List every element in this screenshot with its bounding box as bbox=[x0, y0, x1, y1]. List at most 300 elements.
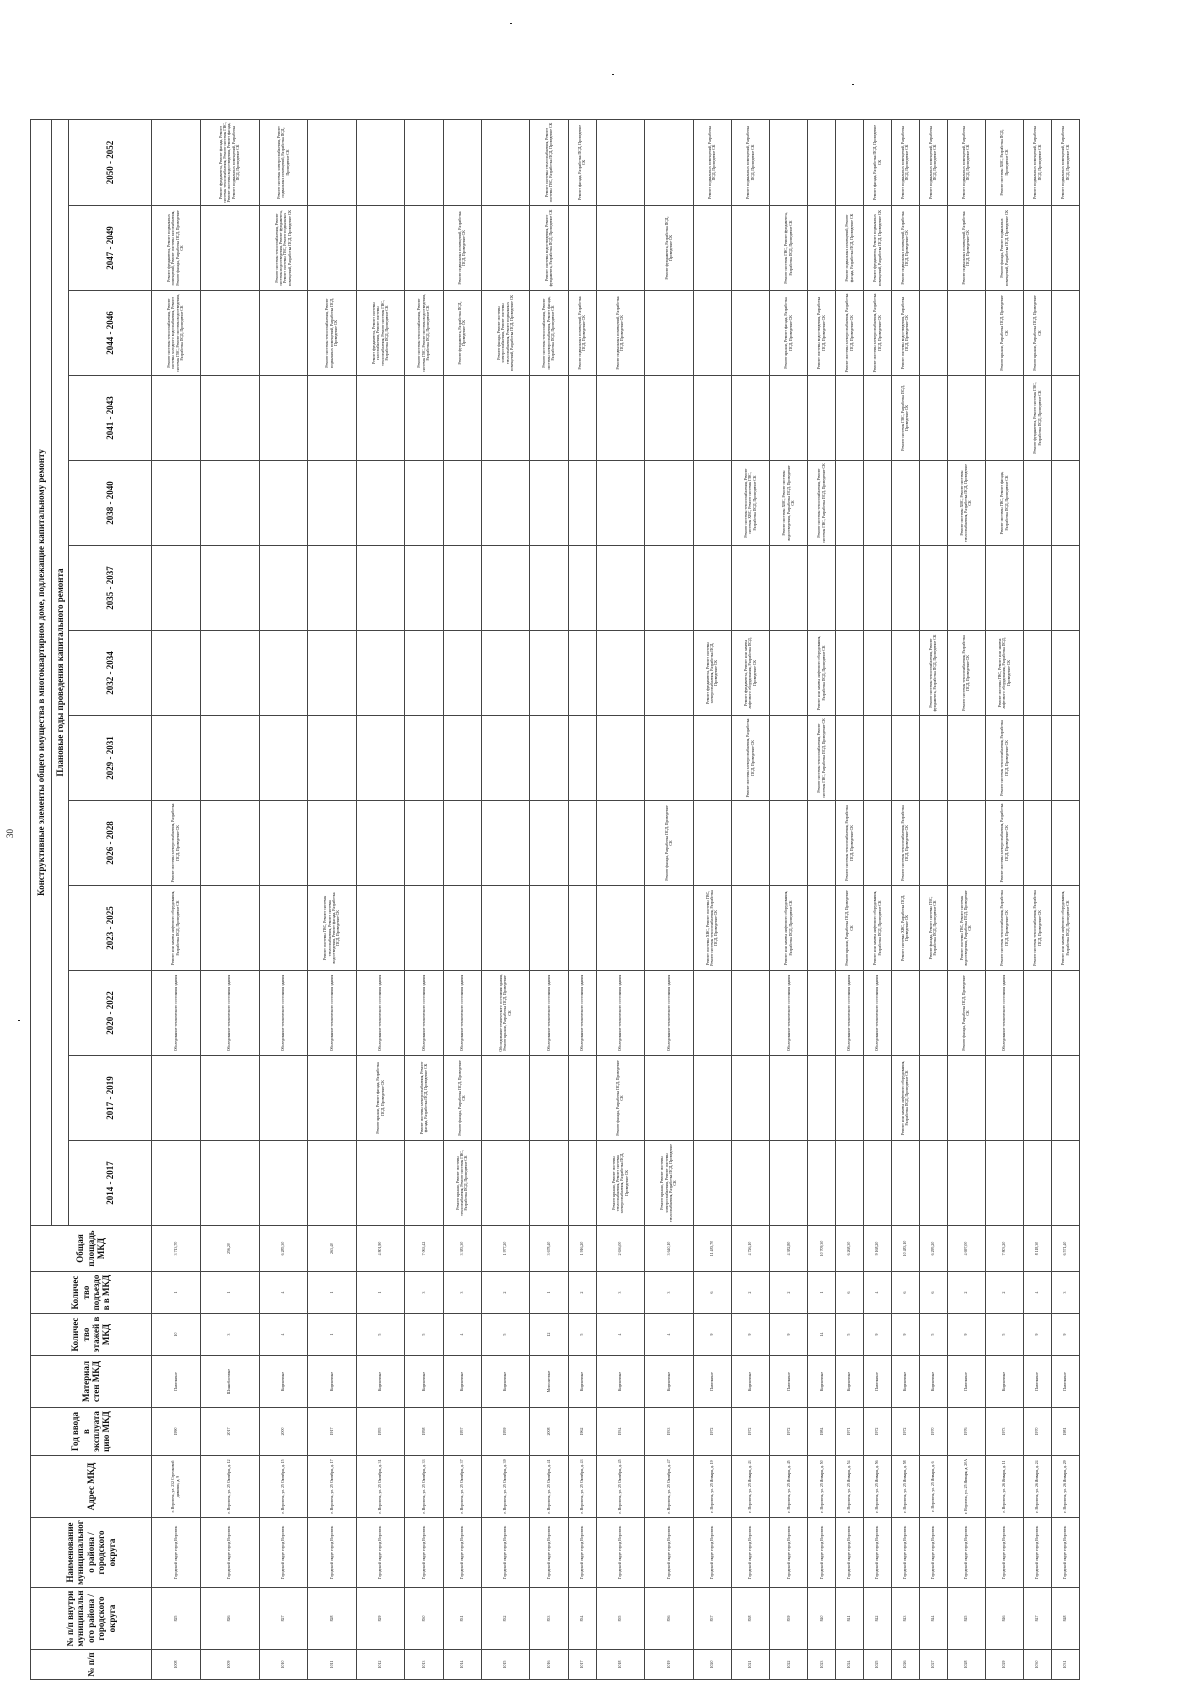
table-row bbox=[985, 120, 1023, 1680]
cell-period-work bbox=[568, 886, 596, 971]
cell-period-work bbox=[836, 631, 864, 716]
cell-period-work bbox=[259, 1141, 308, 1226]
cell-entrances: 1 bbox=[808, 1272, 836, 1314]
cell-period-work bbox=[308, 461, 357, 546]
cell-area: 3 383,30 bbox=[443, 1226, 481, 1272]
cell-address: г. Воронеж, ул. 25 Октября, д. 31 bbox=[356, 1456, 405, 1518]
cell-period-work bbox=[200, 1056, 259, 1141]
cell-mo-name: Городской округ город Воронеж bbox=[259, 1518, 308, 1588]
cell-period-work bbox=[693, 716, 731, 801]
cell-period-work bbox=[596, 376, 645, 461]
cell-address: г. Воронеж, ул. 25 Января, д. 19 bbox=[693, 1456, 731, 1518]
header-period: 2044 - 2046 bbox=[69, 291, 152, 376]
cell-year: 1972 bbox=[891, 1408, 919, 1456]
table-row bbox=[947, 120, 985, 1680]
cell-period-work bbox=[568, 631, 596, 716]
cell-period-work bbox=[200, 291, 259, 376]
cell-period-work bbox=[947, 546, 985, 631]
cell-n: 1013 bbox=[405, 1650, 443, 1680]
table-row bbox=[530, 120, 568, 1680]
cell-period-work bbox=[731, 801, 769, 886]
cell-period-work: Обследование технического состояния здания bbox=[596, 971, 645, 1056]
cell-period-work: Ремонт системы теплоснабжения, Ремонт системы ГВС, Ремонт системы водоотведения, Разработка ПСД, Проведение СК bbox=[405, 291, 443, 376]
table-row bbox=[919, 120, 947, 1680]
cell-period-work bbox=[596, 716, 645, 801]
cell-period-work bbox=[919, 206, 947, 291]
cell-period-work bbox=[308, 631, 357, 716]
cell-material: Шлакоблочные bbox=[200, 1356, 259, 1408]
cell-n: 1009 bbox=[200, 1650, 259, 1680]
cell-period-work bbox=[308, 1141, 357, 1226]
cell-period-work bbox=[1024, 971, 1052, 1056]
table-row bbox=[808, 120, 836, 1680]
cell-material: Панельные bbox=[770, 1356, 808, 1408]
cell-material: Кирпичные bbox=[481, 1356, 530, 1408]
cell-entrances: 6 bbox=[891, 1272, 919, 1314]
cell-period-work bbox=[596, 631, 645, 716]
header-sub-title: Плановые годы проведения капитального ремонта bbox=[52, 120, 69, 1226]
cell-mo-name: Городской округ город Воронеж bbox=[645, 1518, 694, 1588]
cell-period-work: Обследование технического состояния здания bbox=[864, 971, 892, 1056]
cell-area: 3 640,10 bbox=[645, 1226, 694, 1272]
cell-period-work bbox=[200, 716, 259, 801]
cell-floors: 9 bbox=[947, 1314, 985, 1356]
cell-period-work bbox=[645, 376, 694, 461]
cell-period-work bbox=[405, 546, 443, 631]
cell-area: 6 285,30 bbox=[259, 1226, 308, 1272]
cell-year: 1957 bbox=[443, 1408, 481, 1456]
cell-period-work bbox=[405, 716, 443, 801]
cell-period-work: Ремонт системы теплоснабжения, Разработка ПСД, Проведение СК bbox=[891, 801, 919, 886]
cell-year: 2017 bbox=[200, 1408, 259, 1456]
cell-year: 1958 bbox=[405, 1408, 443, 1456]
cell-area: 1 977,20 bbox=[481, 1226, 530, 1272]
cell-period-work: Ремонт системы водоотведения, Ремонт фундамента, Разработка ПСД, Проведение СК bbox=[530, 206, 568, 291]
cell-period-work: Ремонт подвальных помещений, Разработка ПСД, Проведение СК bbox=[693, 120, 731, 206]
cell-period-work: Ремонт системы электроснабжения, Разработка ПСД, Проведение СК bbox=[731, 716, 769, 801]
cell-address: г. Воронеж, ул. 26 Января, д. 11 bbox=[985, 1456, 1023, 1518]
cell-period-work: Ремонт системы электроснабжения, Разработка ПСД, Проведение СК bbox=[152, 801, 201, 886]
cell-n: 1011 bbox=[308, 1650, 357, 1680]
cell-entrances: 1 bbox=[356, 1272, 405, 1314]
cell-period-work: Ремонт системы теплоснабжения, Ремонт подвальных помещений, Разработка ПСД, Проведение СК bbox=[308, 291, 357, 376]
header-period: 2038 - 2040 bbox=[69, 461, 152, 546]
cell-period-work bbox=[259, 291, 308, 376]
cell-period-work bbox=[200, 376, 259, 461]
cell-period-work: Ремонт или замена лифтового оборудования, Разработка ПСД, Проведение СК bbox=[864, 886, 892, 971]
cell-period-work bbox=[1024, 1056, 1052, 1141]
cell-address: г. Воронеж, ул. 25 Октября, д. 47 bbox=[645, 1456, 694, 1518]
cell-period-work bbox=[152, 1141, 201, 1226]
cell-period-work bbox=[568, 801, 596, 886]
cell-period-work bbox=[731, 206, 769, 291]
cell-period-work bbox=[770, 1056, 808, 1141]
cell-mo-name: Городской округ город Воронеж bbox=[919, 1518, 947, 1588]
cell-n-mo: 836 bbox=[645, 1588, 694, 1650]
scan-speck bbox=[18, 1020, 20, 1021]
cell-period-work: Обследование технического состояния здания bbox=[200, 971, 259, 1056]
cell-period-work bbox=[596, 801, 645, 886]
cell-mo-name: Городской округ город Воронеж bbox=[891, 1518, 919, 1588]
cell-period-work bbox=[770, 546, 808, 631]
cell-period-work bbox=[1024, 1141, 1052, 1226]
cell-mo-name: Городской округ город Воронеж bbox=[530, 1518, 568, 1588]
cell-period-work: Ремонт системы теплоснабжения, Ремонт фундамента, Разработка ПСД, Проведение СК bbox=[919, 631, 947, 716]
cell-year: 1976 bbox=[947, 1408, 985, 1456]
cell-period-work bbox=[308, 801, 357, 886]
cell-year: 1934 bbox=[596, 1408, 645, 1456]
cell-period-work bbox=[947, 1056, 985, 1141]
cell-n: 1008 bbox=[152, 1650, 201, 1680]
cell-period-work: Обследование технического состояния здания, Ремонт крыши, Разработка ПСД, Проведение СК bbox=[481, 971, 530, 1056]
cell-floors: 9 bbox=[731, 1314, 769, 1356]
cell-period-work: Ремонт системы теплоснабжения, Разработка ПСД, Проведение СК bbox=[947, 631, 985, 716]
cell-n: 1024 bbox=[836, 1650, 864, 1680]
cell-year: 1970 bbox=[1024, 1408, 1052, 1456]
cell-period-work bbox=[405, 1141, 443, 1226]
table-row bbox=[259, 120, 308, 1680]
cell-floors: 5 bbox=[481, 1314, 530, 1356]
cell-period-work bbox=[836, 120, 864, 206]
cell-period-work bbox=[200, 546, 259, 631]
cell-material: Панельные bbox=[152, 1356, 201, 1408]
cell-period-work bbox=[693, 1141, 731, 1226]
cell-floors: 9 bbox=[693, 1314, 731, 1356]
cell-material: Кирпичные bbox=[919, 1356, 947, 1408]
cell-period-work bbox=[356, 206, 405, 291]
cell-period-work bbox=[481, 1056, 530, 1141]
cell-period-work bbox=[947, 716, 985, 801]
cell-period-work bbox=[985, 376, 1023, 461]
header-period: 2023 - 2025 bbox=[69, 886, 152, 971]
cell-period-work bbox=[308, 206, 357, 291]
cell-address: г. Воронеж, ул. 25 Октября, д. 15 bbox=[259, 1456, 308, 1518]
cell-period-work: Ремонт системы теплоснабжения, Ремонт системы холодного водоснабжения, Ремонт системы ГВС, Ремонт системы водоотведения, Разработка ПСД, Проведение СК bbox=[152, 291, 201, 376]
cell-period-work bbox=[693, 1056, 731, 1141]
cell-period-work: Ремонт системы теплоснабжения, Разработка ПСД, Проведение СК bbox=[985, 716, 1023, 801]
cell-period-work: Ремонт крыши, Ремонт фасада, Разработка ПСД, Проведение СК bbox=[770, 291, 808, 376]
cell-period-work bbox=[200, 206, 259, 291]
cell-period-work: Ремонт подвальных помещений, Разработка ПСД, Проведение СК bbox=[731, 120, 769, 206]
cell-period-work: Ремонт или замена лифтового оборудования, Разработка ПСД, Проведение СК bbox=[152, 886, 201, 971]
cell-material: Кирпичные bbox=[259, 1356, 308, 1408]
cell-period-work bbox=[481, 546, 530, 631]
cell-period-work bbox=[731, 1141, 769, 1226]
cell-address: г. Воронеж, ул. 25 Октября, д. 39 bbox=[481, 1456, 530, 1518]
cell-mo-name: Городской округ город Воронеж bbox=[731, 1518, 769, 1588]
cell-period-work bbox=[1024, 631, 1052, 716]
cell-floors: 5 bbox=[919, 1314, 947, 1356]
cell-period-work: Ремонт системы электроснабжения, Разработка ПСД, Проведение СК bbox=[985, 801, 1023, 886]
cell-period-work: Ремонт фасада, Разработка ПСД, Проведение СК bbox=[947, 971, 985, 1056]
cell-mo-name: Городской округ город Воронеж bbox=[308, 1518, 357, 1588]
cell-entrances: 3 bbox=[1052, 1272, 1080, 1314]
cell-period-work: Ремонт крыши, Ремонт системы теплоснабжения, Ремонт системы электроснабжения, Разработка ПСД, Проведение СК bbox=[596, 1141, 645, 1226]
cell-period-work bbox=[356, 376, 405, 461]
cell-period-work: Ремонт подвальных помещений, Разработка ПСД, Проведение СК bbox=[568, 291, 596, 376]
cell-period-work: Ремонт системы ХВС, Ремонт системы водоотведения, Разработка ПСД, Проведение СК bbox=[770, 461, 808, 546]
cell-period-work: Ремонт системы теплоснабжения, Разработка ПСД, Проведение СК bbox=[985, 886, 1023, 971]
cell-period-work bbox=[645, 291, 694, 376]
cell-year: 1972 bbox=[731, 1408, 769, 1456]
cell-period-work: Ремонт подвальных помещений, Разработка ПСД, Проведение СК bbox=[891, 206, 919, 291]
cell-address: г. Воронеж, ул. 25 Октября, д. 33 bbox=[405, 1456, 443, 1518]
cell-period-work bbox=[1052, 716, 1080, 801]
cell-period-work bbox=[693, 461, 731, 546]
cell-period-work bbox=[200, 631, 259, 716]
cell-area: 4 726,10 bbox=[731, 1226, 769, 1272]
cell-period-work bbox=[864, 716, 892, 801]
cell-n-mo: 844 bbox=[919, 1588, 947, 1650]
table-row bbox=[1052, 120, 1080, 1680]
cell-period-work bbox=[596, 206, 645, 291]
cell-year: 2000 bbox=[259, 1408, 308, 1456]
cell-address: г. Воронеж, ул. 25 Января, д. 6 bbox=[919, 1456, 947, 1518]
cell-period-work bbox=[308, 120, 357, 206]
cell-period-work bbox=[568, 546, 596, 631]
cell-n: 1023 bbox=[808, 1650, 836, 1680]
cell-period-work: Ремонт фундамента, Ремонт системы газоснабжения, Ремонт системы теплоснабжения, Ремонт системы ГВС, Разработка ПСД, Проведение СК bbox=[356, 291, 405, 376]
cell-period-work bbox=[1024, 206, 1052, 291]
cell-n-mo: 841 bbox=[836, 1588, 864, 1650]
cell-year: 1962 bbox=[568, 1408, 596, 1456]
cell-period-work bbox=[259, 801, 308, 886]
cell-floors: 5 bbox=[405, 1314, 443, 1356]
cell-n: 1030 bbox=[1024, 1650, 1052, 1680]
cell-period-work bbox=[356, 886, 405, 971]
cell-period-work bbox=[693, 801, 731, 886]
cell-period-work bbox=[864, 801, 892, 886]
cell-period-work: Ремонт фасада, Ремонт подвальных помещений, Разработка ПСД, Проведение СК bbox=[985, 206, 1023, 291]
cell-period-work bbox=[568, 461, 596, 546]
cell-area: 4 382,80 bbox=[770, 1226, 808, 1272]
cell-period-work: Ремонт системы водоотведения, Разработка ПСД, Проведение СК bbox=[891, 291, 919, 376]
cell-period-work: Ремонт системы теплоснабжения, Ремонт системы водоотведения, Ремонт фундамента, Ремонт системы ГВС, Ремонт подвальных помещений, Разработка ПСД, Проведение СК bbox=[259, 206, 308, 291]
cell-period-work bbox=[405, 801, 443, 886]
cell-year: 1971 bbox=[836, 1408, 864, 1456]
cell-address: г. Воронеж, ул. 25 Января, д. 58 bbox=[891, 1456, 919, 1518]
cell-period-work bbox=[443, 801, 481, 886]
cell-floors: 12 bbox=[530, 1314, 568, 1356]
cell-n-mo: 833 bbox=[530, 1588, 568, 1650]
cell-address: г. Воронеж, ул. 25 Января, д. 45 bbox=[770, 1456, 808, 1518]
cell-period-work bbox=[919, 801, 947, 886]
table-row bbox=[731, 120, 769, 1680]
cell-period-work: Ремонт системы ХВС, Ремонт системы ГВС, Ремонт системы теплоснабжения, Разработка ПСД, Проведение СК bbox=[693, 886, 731, 971]
cell-period-work bbox=[1052, 461, 1080, 546]
cell-period-work bbox=[405, 206, 443, 291]
header-year: Год ввода в эксплуатацию МКД bbox=[31, 1408, 152, 1456]
cell-period-work bbox=[693, 546, 731, 631]
cell-year: 1972 bbox=[864, 1408, 892, 1456]
cell-period-work bbox=[731, 291, 769, 376]
cell-entrances: 2 bbox=[481, 1272, 530, 1314]
cell-address: г. Воронеж, ул. 25 Января, д. 50 bbox=[808, 1456, 836, 1518]
cell-material: Кирпичные bbox=[645, 1356, 694, 1408]
header-floors: Количество этажей в МКД bbox=[31, 1314, 152, 1356]
cell-period-work bbox=[200, 801, 259, 886]
header-period: 2032 - 2034 bbox=[69, 631, 152, 716]
cell-area: 10 709,30 bbox=[808, 1226, 836, 1272]
cell-period-work bbox=[259, 886, 308, 971]
cell-area: 7 063,42 bbox=[405, 1226, 443, 1272]
cell-n: 1028 bbox=[947, 1650, 985, 1680]
cell-period-work: Ремонт крыши, Разработка ПСД, Проведение СК bbox=[1024, 291, 1052, 376]
cell-year: 1955 bbox=[356, 1408, 405, 1456]
header-period: 2050 - 2052 bbox=[69, 120, 152, 206]
cell-entrances: 2 bbox=[770, 1272, 808, 1314]
cell-period-work bbox=[985, 1056, 1023, 1141]
cell-n-mo: 847 bbox=[1024, 1588, 1052, 1650]
cell-period-work: Ремонт системы теплоснабжения, Ремонт системы ХВС, Ремонт системы ГВС, Разработка ПСД, Проведение СК bbox=[731, 461, 769, 546]
cell-period-work: Ремонт системы водоотведения, Разработка ПСД, Проведение СК bbox=[808, 291, 836, 376]
cell-period-work bbox=[405, 376, 443, 461]
cell-period-work: Ремонт подвальных помещений, Разработка ПСД, Проведение СК bbox=[596, 291, 645, 376]
cell-period-work: Ремонт фундамента, Ремонт или замена лифтового оборудования, Разработка ПСД, Проведение СК bbox=[731, 631, 769, 716]
cell-period-work: Обследование технического состояния здания bbox=[405, 971, 443, 1056]
cell-period-work bbox=[530, 1141, 568, 1226]
cell-period-work bbox=[481, 1141, 530, 1226]
cell-period-work bbox=[596, 546, 645, 631]
cell-period-work bbox=[864, 631, 892, 716]
cell-period-work: Ремонт системы ГВС, Ремонт системы теплоснабжения, Ремонт системы водоотведения, Ремонт фасада, Разработка ПСД, Проведение СК bbox=[308, 886, 357, 971]
cell-area: 3 713,70 bbox=[152, 1226, 201, 1272]
cell-period-work bbox=[1052, 206, 1080, 291]
cell-material: Кирпичные bbox=[308, 1356, 357, 1408]
cell-mo-name: Городской округ город Воронеж bbox=[836, 1518, 864, 1588]
cell-material: Кирпичные bbox=[356, 1356, 405, 1408]
cell-period-work bbox=[947, 1141, 985, 1226]
cell-n: 1018 bbox=[596, 1650, 645, 1680]
cell-n-mo: 825 bbox=[152, 1588, 201, 1650]
cell-area: 6 295,20 bbox=[919, 1226, 947, 1272]
cell-material: Кирпичные bbox=[731, 1356, 769, 1408]
cell-mo-name: Городской округ город Воронеж bbox=[947, 1518, 985, 1588]
cell-n-mo: 840 bbox=[808, 1588, 836, 1650]
cell-period-work bbox=[405, 886, 443, 971]
cell-period-work bbox=[481, 120, 530, 206]
cell-period-work bbox=[731, 376, 769, 461]
cell-n-mo: 829 bbox=[356, 1588, 405, 1650]
cell-period-work bbox=[568, 1056, 596, 1141]
cell-period-work: Обследование технического состояния здания bbox=[568, 971, 596, 1056]
cell-period-work bbox=[836, 1056, 864, 1141]
cell-period-work bbox=[947, 291, 985, 376]
cell-period-work: Ремонт фундамента, Ремонт системы электроснабжения, Разработка ПСД, Проведение СК bbox=[693, 631, 731, 716]
cell-period-work bbox=[568, 716, 596, 801]
cell-material: Кирпичные bbox=[596, 1356, 645, 1408]
cell-period-work bbox=[596, 120, 645, 206]
cell-period-work bbox=[259, 631, 308, 716]
cell-n-mo: 848 bbox=[1052, 1588, 1080, 1650]
cell-year: 1970 bbox=[919, 1408, 947, 1456]
cell-period-work bbox=[808, 1141, 836, 1226]
cell-area: 6 268,30 bbox=[836, 1226, 864, 1272]
table-row bbox=[891, 120, 919, 1680]
cell-period-work bbox=[1052, 546, 1080, 631]
cell-period-work bbox=[356, 461, 405, 546]
cell-period-work: Ремонт системы ГВС, Ремонт фундамента, Разработка ПСД, Проведение СК bbox=[770, 206, 808, 291]
cell-period-work bbox=[1024, 716, 1052, 801]
cell-period-work bbox=[836, 376, 864, 461]
cell-area: 256,20 bbox=[200, 1226, 259, 1272]
cell-address: г. Воронеж, ул. 25 Октября, д. 17 bbox=[308, 1456, 357, 1518]
header-mo-name: Наименование муниципального района / городского округа bbox=[31, 1518, 152, 1588]
cell-period-work bbox=[356, 120, 405, 206]
cell-year: 1959 bbox=[481, 1408, 530, 1456]
cell-period-work bbox=[836, 1141, 864, 1226]
header-address: Адрес МКД bbox=[31, 1456, 152, 1518]
table-row bbox=[568, 120, 596, 1680]
cell-period-work bbox=[919, 971, 947, 1056]
cell-period-work bbox=[481, 461, 530, 546]
table-row bbox=[770, 120, 808, 1680]
cell-period-work bbox=[596, 886, 645, 971]
cell-period-work bbox=[481, 376, 530, 461]
header-area: Общая площадь МКД bbox=[31, 1226, 152, 1272]
cell-period-work: Ремонт или замена лифтового оборудования, Разработка ПСД, Проведение СК bbox=[1052, 886, 1080, 971]
cell-area: 1 916,20 bbox=[568, 1226, 596, 1272]
cell-address: г. Воронеж, ул. 25 Октября, д. 12 bbox=[200, 1456, 259, 1518]
cell-area: 11 483,70 bbox=[693, 1226, 731, 1272]
cell-period-work bbox=[645, 886, 694, 971]
cell-period-work bbox=[530, 376, 568, 461]
cell-n-mo: 832 bbox=[481, 1588, 530, 1650]
cell-year: 1972 bbox=[770, 1408, 808, 1456]
table-row bbox=[308, 120, 357, 1680]
cell-entrances: 3 bbox=[443, 1272, 481, 1314]
cell-period-work: Обследование технического состояния здания bbox=[645, 971, 694, 1056]
cell-period-work bbox=[836, 461, 864, 546]
cell-period-work: Ремонт фасада, Разработка ПСД, Проведение СК bbox=[568, 120, 596, 206]
cell-period-work bbox=[919, 546, 947, 631]
cell-period-work: Ремонт фундамента, Ремонт подвальных помещений, Ремонт системы газоснабжения, Ремонт фасада, Разработка ПСД, Проведение СК bbox=[152, 206, 201, 291]
cell-period-work: Ремонт фундамента, Ремонт системы ГВС, Разработка ПСД, Проведение СК bbox=[1024, 376, 1052, 461]
cell-period-work bbox=[864, 1141, 892, 1226]
cell-address: г. Воронеж, ул. 25 Октября, д. 37 bbox=[443, 1456, 481, 1518]
cell-floors: 5 bbox=[836, 1314, 864, 1356]
cell-period-work: Ремонт системы электроснабжения, Разработка ПСД, Проведение СК bbox=[836, 291, 864, 376]
cell-material: Панельные bbox=[1024, 1356, 1052, 1408]
cell-period-work: Ремонт системы теплоснабжения, Разработка ПСД, Проведение СК bbox=[1024, 886, 1052, 971]
cell-period-work: Обследование технического состояния здания bbox=[530, 971, 568, 1056]
header-period: 2017 - 2019 bbox=[69, 1056, 152, 1141]
cell-period-work bbox=[891, 1141, 919, 1226]
cell-period-work: Ремонт или замена лифтового оборудования, Разработка ПСД, Проведение СК bbox=[770, 886, 808, 971]
table-row bbox=[693, 120, 731, 1680]
cell-mo-name: Городской округ город Воронеж bbox=[596, 1518, 645, 1588]
table-row bbox=[864, 120, 892, 1680]
cell-mo-name: Городской округ город Воронеж bbox=[864, 1518, 892, 1588]
cell-material: Панельные bbox=[864, 1356, 892, 1408]
cell-n-mo: 845 bbox=[947, 1588, 985, 1650]
cell-period-work: Ремонт подвальных помещений, Ремонт фасада, Разработка ПСД, Проведение СК bbox=[836, 206, 864, 291]
cell-period-work bbox=[443, 886, 481, 971]
cell-period-work bbox=[770, 716, 808, 801]
cell-area: 8 118,30 bbox=[1024, 1226, 1052, 1272]
cell-mo-name: Городской округ город Воронеж bbox=[200, 1518, 259, 1588]
cell-period-work: Ремонт подвальных помещений, Разработка ПСД, Проведение СК bbox=[443, 206, 481, 291]
cell-period-work: Ремонт системы электроснабжения, Ремонт подвальных помещений, Разработка ПСД, Проведение СК bbox=[259, 120, 308, 206]
cell-period-work bbox=[1052, 376, 1080, 461]
cell-year: 1917 bbox=[308, 1408, 357, 1456]
cell-address: г. Воронеж, ул. 26 Января, д. 29 bbox=[1052, 1456, 1080, 1518]
cell-floors: 9 bbox=[864, 1314, 892, 1356]
cell-period-work bbox=[1052, 1141, 1080, 1226]
header-period: 2029 - 2031 bbox=[69, 716, 152, 801]
cell-period-work bbox=[919, 291, 947, 376]
cell-mo-name: Городской округ город Воронеж bbox=[481, 1518, 530, 1588]
